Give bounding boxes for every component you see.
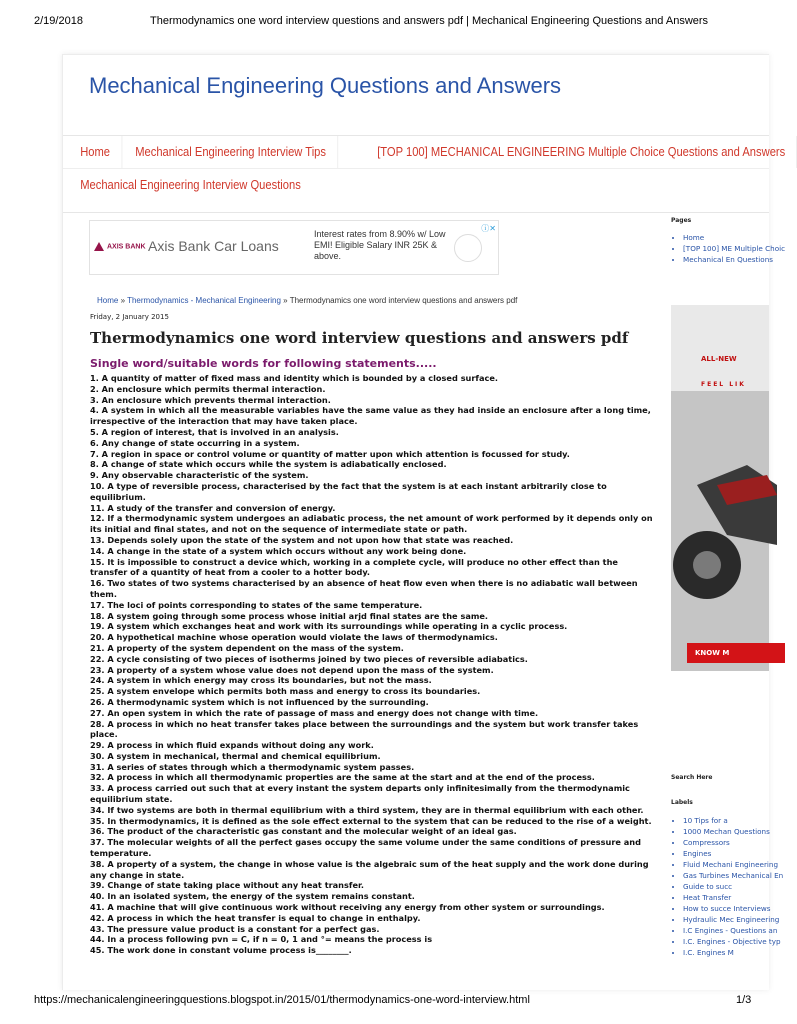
- sidebar-label-link[interactable]: • I.C. Engines - Objective typ: [683, 937, 773, 946]
- nav-item-interview-questions[interactable]: Mechanical Engineering Interview Questions: [80, 177, 301, 192]
- nav-item-interview-tips[interactable]: Mechanical Engineering Interview Tips: [118, 136, 338, 168]
- question-item: 9. Any observable characteristic of the system.: [90, 470, 309, 481]
- question-item: 3. An enclosure which prevents thermal interaction.: [90, 394, 331, 405]
- question-item: 25. A system envelope which permits both mass and energy to cross its boundaries.: [90, 686, 481, 697]
- sidebar-label-link[interactable]: • 10 Tips for a: [683, 816, 773, 825]
- print-header: [0, 15, 768, 29]
- question-item: 6. Any change of state occurring in a system.: [90, 437, 300, 448]
- print-page-number: 1/3: [736, 994, 752, 1006]
- question-item: 11. A study of the transfer and conversion of energy.: [90, 502, 336, 513]
- question-item: 4. A system in which all the measurable variables have the same value as they had inside an enclosure after a long time, irrespective of the interaction that may have taken place.: [90, 405, 651, 427]
- sidebar-label-link[interactable]: • I.C Engines - Questions an: [683, 926, 773, 935]
- sidebar-pages-list: [673, 233, 786, 266]
- breadcrumb-category[interactable]: Thermodynamics - Mechanical Engineering: [127, 296, 281, 305]
- question-item: 34. If two systems are both in thermal equilibrium with a third system, they are in thermal equilibrium with each other.: [90, 804, 644, 815]
- question-item: 5. A region of interest, that is involved in an analysis.: [90, 426, 339, 437]
- question-item: 31. A series of states through which a thermodynamic system passes.: [90, 761, 415, 772]
- question-item: 19. A system which exchanges heat and work with its surroundings while operating in a cyclic process.: [90, 621, 568, 632]
- question-item: 41. A machine that will give continuous work without receiving any energy from other system or surroundings.: [90, 902, 605, 913]
- question-item: 21. A property of the system dependent on the mass of the system.: [90, 642, 404, 653]
- question-item: 40. In an isolated system, the energy of the system remains constant.: [90, 891, 415, 902]
- question-item: 12. If a thermodynamic system undergoes an adiabatic process, the net amount of work performed by it depends only on its initial and final states, and not on the sequence of intermediate state or path.: [90, 513, 653, 535]
- question-item: 43. The pressure value product is a constant for a perfect gas.: [90, 923, 380, 934]
- question-item: 35. In thermodynamics, it is defined as the sole effect external to the system that can be reduced to the rise of a weight.: [90, 815, 652, 826]
- question-item: 24. A system in which energy may cross its boundaries, but not the mass.: [90, 675, 432, 686]
- post-date: Friday, 2 January 2015: [90, 313, 169, 321]
- question-item: 22. A cycle consisting of two pieces of isotherms joined by two pieces of reversible adiabatics.: [90, 653, 528, 664]
- question-item: 8. A change of state which occurs while the system is adiabatically enclosed.: [90, 459, 447, 470]
- question-list: [90, 373, 656, 956]
- main-nav: [63, 135, 785, 213]
- question-item: 44. In a process following pvn = C, if n = 0, 1 and °= means the process is: [90, 934, 433, 945]
- print-date: 2/19/2018: [34, 15, 83, 27]
- question-item: 45. The work done in constant volume process is________.: [90, 945, 352, 956]
- question-item: 30. A system in mechanical, thermal and chemical equilibrium.: [90, 750, 381, 761]
- breadcrumb: [97, 296, 517, 305]
- banner-ad[interactable]: [89, 220, 499, 275]
- ad-arrow-icon[interactable]: [454, 234, 482, 262]
- question-item: 23. A property of a system whose value does not depend upon the mass of the system.: [90, 664, 494, 675]
- axis-logo-mark-icon: [94, 242, 104, 251]
- motorcycle-icon: [677, 425, 777, 625]
- sidebar-label-link[interactable]: • Compressors: [683, 838, 773, 847]
- question-item: 39. Change of state taking place without any heat transfer.: [90, 880, 364, 891]
- sidebar-labels-heading: Labels: [671, 799, 693, 806]
- print-page-title: Thermodynamics one word interview questions and answers pdf | Mechanical Engineering Questions and Answers: [150, 15, 709, 27]
- print-url: https://mechanicalengineeringquestions.blogspot.in/2015/01/thermodynamics-one-word-interview.html: [34, 994, 530, 1006]
- ad-choices-icon[interactable]: ⓘ✕: [481, 224, 496, 233]
- question-item: 10. A type of reversible process, characterised by the fact that the system is at each instant arbitrarily close to equilibrium.: [90, 480, 607, 502]
- sidebar-label-link[interactable]: • I.C. Engines M: [683, 948, 773, 957]
- ad-slogan: FEEL LIK: [701, 381, 746, 388]
- nav-row-2: [63, 169, 339, 201]
- ad-top-band: [671, 305, 769, 391]
- sidebar-page-link[interactable]: • Home: [683, 233, 773, 242]
- sidebar-label-link[interactable]: • Hydraulic Mec Engineering: [683, 915, 773, 924]
- sidebar-label-link[interactable]: • Fluid Mechani Engineering: [683, 860, 773, 869]
- question-item: 33. A process carried out such that at every instant the system departs only infinitesimally from the thermodynamic equilibrium state.: [90, 783, 630, 805]
- question-item: 16. Two states of two systems characterised by an absence of heat flow even when there is no adiabatic wall between them.: [90, 578, 638, 599]
- nav-row-1: [63, 136, 785, 169]
- ad-headline[interactable]: Axis Bank Car Loans: [148, 238, 279, 254]
- site-title[interactable]: Mechanical Engineering Questions and Answers: [89, 73, 562, 98]
- question-item: 2. An enclosure which permits thermal interaction.: [90, 383, 326, 394]
- question-item: 14. A change in the state of a system which occurs without any work being done.: [90, 545, 467, 556]
- post-subtitle: Single word/suitable words for following statements.....: [90, 357, 437, 370]
- question-item: 42. A process in which the heat transfer is equal to change in enthalpy.: [90, 912, 421, 923]
- breadcrumb-separator: »: [280, 296, 290, 305]
- question-item: 13. Depends solely upon the state of the system and not upon how that state was reached.: [90, 534, 514, 545]
- sidebar-labels-list: [673, 816, 784, 959]
- question-item: 26. A thermodynamic system which is not influenced by the surrounding.: [90, 696, 429, 707]
- ad-know-more-button[interactable]: KNOW M: [687, 643, 785, 663]
- sidebar-label-link[interactable]: • Gas Turbines Mechanical En: [683, 871, 773, 880]
- post-title: Thermodynamics one word interview questions and answers pdf: [90, 329, 629, 347]
- sidebar-label-link[interactable]: • Engines: [683, 849, 773, 858]
- ad-tagline: ALL-NEW: [701, 355, 737, 363]
- question-item: 32. A process in which all thermodynamic properties are the same at the start and at the end of the process.: [90, 772, 595, 783]
- page-shell: [62, 54, 786, 990]
- question-item: 7. A region in space or control volume or quantity of matter upon which attention is focussed for study.: [90, 448, 570, 459]
- sidebar-search-heading: Search Here: [671, 774, 713, 781]
- sidebar-pages-heading: Pages: [671, 217, 692, 224]
- sidebar-label-link[interactable]: • Guide to succ: [683, 882, 773, 891]
- ad-copy: Interest rates from 8.90% w/ Low EMI! Eligible Salary INR 25K & above.: [314, 229, 446, 261]
- question-item: 20. A hypothetical machine whose operation would violate the laws of thermodynamics.: [90, 632, 498, 643]
- question-item: 29. A process in which fluid expands without doing any work.: [90, 740, 374, 751]
- sidebar-label-link[interactable]: • How to succe Interviews: [683, 904, 773, 913]
- sidebar-label-link[interactable]: • 1000 Mechan Questions: [683, 827, 773, 836]
- sidebar-page-link[interactable]: • Mechanical En Questions: [683, 255, 773, 264]
- breadcrumb-current: Thermodynamics one word interview questions and answers pdf: [289, 296, 518, 305]
- question-item: 38. A property of a system, the change in whose value is the algebraic sum of the heat supply and the work done during any change in state.: [90, 858, 649, 880]
- question-item: 18. A system going through some process whose initial arjd final states are the same.: [90, 610, 489, 621]
- question-item: 15. It is impossible to construct a device which, working in a complete cycle, will produce no other effect than the transfer of a quantity of heat from a cooler to a hotter body.: [90, 556, 618, 578]
- breadcrumb-home[interactable]: Home: [97, 296, 119, 305]
- axis-bank-logo: [94, 242, 146, 256]
- nav-item-top-100-mcq[interactable]: [TOP 100] MECHANICAL ENGINEERING Multiple Choice Questions and Answers: [360, 136, 797, 168]
- sidebar-motorcycle-ad[interactable]: [671, 305, 769, 671]
- sidebar-page-link[interactable]: • [TOP 100] ME Multiple Choic: [683, 244, 773, 253]
- nav-item-home[interactable]: Home: [63, 136, 122, 168]
- question-item: 1. A quantity of matter of fixed mass and identity which is bounded by a closed surface.: [90, 373, 499, 383]
- sidebar-label-link[interactable]: • Heat Transfer: [683, 893, 773, 902]
- question-item: 28. A process in which no heat transfer takes place between the surroundings and the system but work transfer takes place.: [90, 718, 639, 740]
- question-item: 17. The loci of points corresponding to states of the same temperature.: [90, 599, 423, 610]
- question-item: 37. The molecular weights of all the perfect gases occupy the same volume under the same conditions of pressure and temperature.: [90, 837, 641, 859]
- question-item: 36. The product of the characteristic gas constant and the molecular weight of an ideal gas.: [90, 826, 517, 837]
- question-item: 27. An open system in which the rate of passage of mass and energy does not change with time.: [90, 707, 539, 718]
- axis-bank-brand: AXIS BANK: [107, 243, 146, 251]
- breadcrumb-separator: »: [118, 296, 128, 305]
